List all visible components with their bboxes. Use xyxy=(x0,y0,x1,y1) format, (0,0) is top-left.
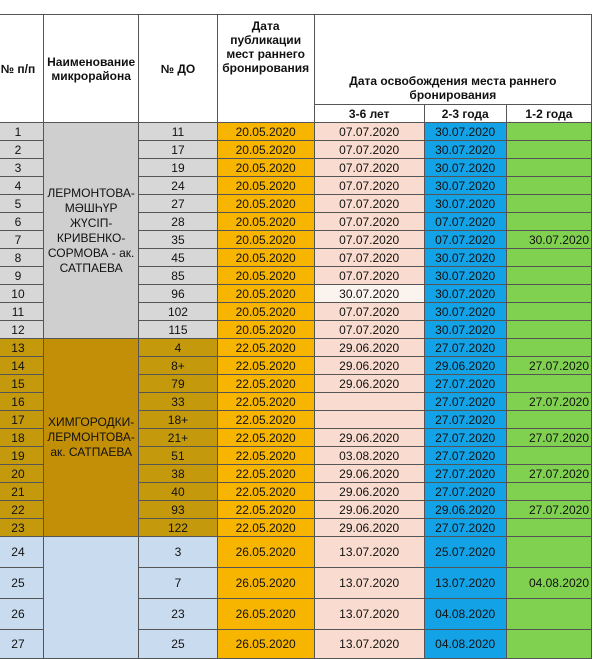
release-2-3-cell: 29.06.2020 xyxy=(424,501,506,519)
row-number-cell: 27 xyxy=(0,630,43,659)
do-number-cell: 45 xyxy=(139,249,217,267)
do-number-cell: 102 xyxy=(139,303,217,321)
release-3-6-cell: 13.07.2020 xyxy=(314,630,424,659)
release-2-3-cell: 30.07.2020 xyxy=(424,159,506,177)
release-2-3-cell: 25.07.2020 xyxy=(424,537,506,568)
do-number-cell: 21+ xyxy=(139,429,217,447)
release-3-6-cell: 07.07.2020 xyxy=(314,213,424,231)
publication-date-cell: 20.05.2020 xyxy=(217,195,314,213)
row-number-cell: 1 xyxy=(0,123,43,141)
row-number-cell: 25 xyxy=(0,568,43,599)
do-number-cell: 4 xyxy=(139,339,217,357)
do-number-cell: 23 xyxy=(139,599,217,630)
release-3-6-cell: 03.08.2020 xyxy=(314,447,424,465)
row-number-cell: 9 xyxy=(0,267,43,285)
release-3-6-cell: 13.07.2020 xyxy=(314,599,424,630)
release-1-2-cell xyxy=(506,321,591,339)
publication-date-cell: 20.05.2020 xyxy=(217,141,314,159)
release-2-3-cell: 27.07.2020 xyxy=(424,375,506,393)
release-1-2-cell xyxy=(506,213,591,231)
row-number-cell: 5 xyxy=(0,195,43,213)
do-number-cell: 35 xyxy=(139,231,217,249)
publication-date-cell: 26.05.2020 xyxy=(217,599,314,630)
release-3-6-cell: 29.06.2020 xyxy=(314,519,424,537)
release-1-2-cell: 27.07.2020 xyxy=(506,357,591,375)
publication-date-cell: 22.05.2020 xyxy=(217,519,314,537)
release-1-2-cell xyxy=(506,599,591,630)
release-2-3-cell: 27.07.2020 xyxy=(424,393,506,411)
do-number-cell: 7 xyxy=(139,568,217,599)
release-1-2-cell xyxy=(506,339,591,357)
release-3-6-cell: 13.07.2020 xyxy=(314,568,424,599)
release-1-2-cell xyxy=(506,519,591,537)
do-number-cell: 79 xyxy=(139,375,217,393)
district-name-cell xyxy=(43,537,138,659)
release-3-6-cell: 07.07.2020 xyxy=(314,267,424,285)
do-number-cell: 93 xyxy=(139,501,217,519)
release-3-6-cell: 07.07.2020 xyxy=(314,141,424,159)
release-1-2-cell xyxy=(506,375,591,393)
do-number-cell: 38 xyxy=(139,465,217,483)
table-body xyxy=(0,123,592,659)
header-age-1-2: 1-2 года xyxy=(506,105,591,123)
release-2-3-cell: 27.07.2020 xyxy=(424,339,506,357)
release-3-6-cell: 13.07.2020 xyxy=(314,537,424,568)
header-release-date: Дата освобождения места раннего бронирования xyxy=(314,15,591,105)
do-number-cell: 40 xyxy=(139,483,217,501)
row-number-cell: 6 xyxy=(0,213,43,231)
row-number-cell: 2 xyxy=(0,141,43,159)
publication-date-cell: 26.05.2020 xyxy=(217,630,314,659)
table-row xyxy=(0,537,592,568)
release-1-2-cell: 04.08.2020 xyxy=(506,568,591,599)
release-2-3-cell: 07.07.2020 xyxy=(424,213,506,231)
do-number-cell: 96 xyxy=(139,285,217,303)
release-3-6-cell: 07.07.2020 xyxy=(314,123,424,141)
publication-date-cell: 22.05.2020 xyxy=(217,465,314,483)
header-do: № ДО xyxy=(139,15,217,123)
release-2-3-cell: 30.07.2020 xyxy=(424,123,506,141)
row-number-cell: 15 xyxy=(0,375,43,393)
do-number-cell: 18+ xyxy=(139,411,217,429)
row-number-cell: 22 xyxy=(0,501,43,519)
release-3-6-cell: 30.07.2020 xyxy=(314,285,424,303)
row-number-cell: 19 xyxy=(0,447,43,465)
release-1-2-cell: 30.07.2020 xyxy=(506,231,591,249)
release-1-2-cell xyxy=(506,447,591,465)
release-3-6-cell: 07.07.2020 xyxy=(314,249,424,267)
header-district: Наименование микрорайона xyxy=(43,15,138,123)
release-1-2-cell xyxy=(506,159,591,177)
row-number-cell: 17 xyxy=(0,411,43,429)
do-number-cell: 17 xyxy=(139,141,217,159)
publication-date-cell: 20.05.2020 xyxy=(217,285,314,303)
publication-date-cell: 20.05.2020 xyxy=(217,123,314,141)
header-age-2-3: 2-3 года xyxy=(424,105,506,123)
release-2-3-cell: 30.07.2020 xyxy=(424,267,506,285)
district-name-cell: ХИМГОРОДКИ-ЛЕРМОНТОВА-ак. САТПАЕВА xyxy=(43,339,138,537)
release-1-2-cell xyxy=(506,537,591,568)
row-number-cell: 16 xyxy=(0,393,43,411)
publication-date-cell: 20.05.2020 xyxy=(217,213,314,231)
release-2-3-cell: 27.07.2020 xyxy=(424,483,506,501)
release-3-6-cell: 29.06.2020 xyxy=(314,483,424,501)
release-3-6-cell: 07.07.2020 xyxy=(314,231,424,249)
row-number-cell: 18 xyxy=(0,429,43,447)
release-1-2-cell: 27.07.2020 xyxy=(506,429,591,447)
release-1-2-cell: 27.07.2020 xyxy=(506,465,591,483)
release-3-6-cell: 29.06.2020 xyxy=(314,357,424,375)
release-2-3-cell: 13.07.2020 xyxy=(424,568,506,599)
publication-date-cell: 20.05.2020 xyxy=(217,321,314,339)
release-1-2-cell xyxy=(506,411,591,429)
publication-date-cell: 20.05.2020 xyxy=(217,177,314,195)
row-number-cell: 3 xyxy=(0,159,43,177)
row-number-cell: 23 xyxy=(0,519,43,537)
release-2-3-cell: 27.07.2020 xyxy=(424,519,506,537)
release-1-2-cell: 27.07.2020 xyxy=(506,501,591,519)
do-number-cell: 33 xyxy=(139,393,217,411)
row-number-cell: 7 xyxy=(0,231,43,249)
publication-date-cell: 22.05.2020 xyxy=(217,375,314,393)
release-3-6-cell: 29.06.2020 xyxy=(314,465,424,483)
release-2-3-cell: 30.07.2020 xyxy=(424,321,506,339)
release-2-3-cell: 30.07.2020 xyxy=(424,303,506,321)
release-1-2-cell xyxy=(506,630,591,659)
release-3-6-cell: 07.07.2020 xyxy=(314,303,424,321)
release-1-2-cell xyxy=(506,141,591,159)
release-2-3-cell: 04.08.2020 xyxy=(424,630,506,659)
row-number-cell: 8 xyxy=(0,249,43,267)
release-3-6-cell: 29.06.2020 xyxy=(314,501,424,519)
release-1-2-cell xyxy=(506,195,591,213)
do-number-cell: 85 xyxy=(139,267,217,285)
release-2-3-cell: 07.07.2020 xyxy=(424,231,506,249)
publication-date-cell: 22.05.2020 xyxy=(217,429,314,447)
do-number-cell: 27 xyxy=(139,195,217,213)
header-num: № п/п xyxy=(0,15,43,123)
publication-date-cell: 22.05.2020 xyxy=(217,447,314,465)
release-3-6-cell xyxy=(314,393,424,411)
do-number-cell: 8+ xyxy=(139,357,217,375)
release-2-3-cell: 27.07.2020 xyxy=(424,411,506,429)
row-number-cell: 26 xyxy=(0,599,43,630)
release-3-6-cell xyxy=(314,411,424,429)
publication-date-cell: 22.05.2020 xyxy=(217,501,314,519)
release-2-3-cell: 30.07.2020 xyxy=(424,141,506,159)
do-number-cell: 115 xyxy=(139,321,217,339)
row-number-cell: 21 xyxy=(0,483,43,501)
row-number-cell: 12 xyxy=(0,321,43,339)
row-number-cell: 24 xyxy=(0,537,43,568)
release-3-6-cell: 07.07.2020 xyxy=(314,195,424,213)
publication-date-cell: 20.05.2020 xyxy=(217,231,314,249)
row-number-cell: 14 xyxy=(0,357,43,375)
publication-date-cell: 20.05.2020 xyxy=(217,249,314,267)
publication-date-cell: 22.05.2020 xyxy=(217,339,314,357)
release-2-3-cell: 27.07.2020 xyxy=(424,447,506,465)
release-2-3-cell: 27.07.2020 xyxy=(424,429,506,447)
booking-table xyxy=(0,14,592,659)
release-3-6-cell: 07.07.2020 xyxy=(314,177,424,195)
do-number-cell: 19 xyxy=(139,159,217,177)
release-2-3-cell: 27.07.2020 xyxy=(424,465,506,483)
publication-date-cell: 22.05.2020 xyxy=(217,483,314,501)
do-number-cell: 11 xyxy=(139,123,217,141)
release-1-2-cell xyxy=(506,483,591,501)
release-1-2-cell: 27.07.2020 xyxy=(506,393,591,411)
release-2-3-cell: 29.06.2020 xyxy=(424,357,506,375)
release-1-2-cell xyxy=(506,177,591,195)
publication-date-cell: 22.05.2020 xyxy=(217,411,314,429)
district-name-cell: ЛЕРМОНТОВА-МӘШҺҮР ЖҮСІП-КРИВЕНКО-СОРМОВА - ак. САТПАЕВА xyxy=(43,123,138,339)
do-number-cell: 28 xyxy=(139,213,217,231)
release-2-3-cell: 04.08.2020 xyxy=(424,599,506,630)
release-3-6-cell: 29.06.2020 xyxy=(314,429,424,447)
release-3-6-cell: 07.07.2020 xyxy=(314,321,424,339)
release-1-2-cell xyxy=(506,285,591,303)
row-number-cell: 4 xyxy=(0,177,43,195)
publication-date-cell: 26.05.2020 xyxy=(217,537,314,568)
release-2-3-cell: 30.07.2020 xyxy=(424,195,506,213)
publication-date-cell: 20.05.2020 xyxy=(217,267,314,285)
release-3-6-cell: 29.06.2020 xyxy=(314,375,424,393)
release-2-3-cell: 30.07.2020 xyxy=(424,285,506,303)
table-row xyxy=(0,339,592,357)
row-number-cell: 13 xyxy=(0,339,43,357)
release-2-3-cell: 30.07.2020 xyxy=(424,177,506,195)
do-number-cell: 25 xyxy=(139,630,217,659)
release-1-2-cell xyxy=(506,267,591,285)
release-1-2-cell xyxy=(506,123,591,141)
publication-date-cell: 26.05.2020 xyxy=(217,568,314,599)
publication-date-cell: 20.05.2020 xyxy=(217,303,314,321)
release-2-3-cell: 30.07.2020 xyxy=(424,249,506,267)
release-1-2-cell xyxy=(506,249,591,267)
do-number-cell: 24 xyxy=(139,177,217,195)
publication-date-cell: 20.05.2020 xyxy=(217,159,314,177)
publication-date-cell: 22.05.2020 xyxy=(217,393,314,411)
row-number-cell: 20 xyxy=(0,465,43,483)
row-number-cell: 10 xyxy=(0,285,43,303)
release-1-2-cell xyxy=(506,303,591,321)
publication-date-cell: 22.05.2020 xyxy=(217,357,314,375)
row-number-cell: 11 xyxy=(0,303,43,321)
do-number-cell: 122 xyxy=(139,519,217,537)
do-number-cell: 51 xyxy=(139,447,217,465)
release-3-6-cell: 07.07.2020 xyxy=(314,159,424,177)
release-3-6-cell: 29.06.2020 xyxy=(314,339,424,357)
table-row xyxy=(0,123,592,141)
do-number-cell: 3 xyxy=(139,537,217,568)
header-age-3-6: 3-6 лет xyxy=(314,105,424,123)
header-pub-date: Дата публикации мест раннего бронирования xyxy=(217,15,314,123)
